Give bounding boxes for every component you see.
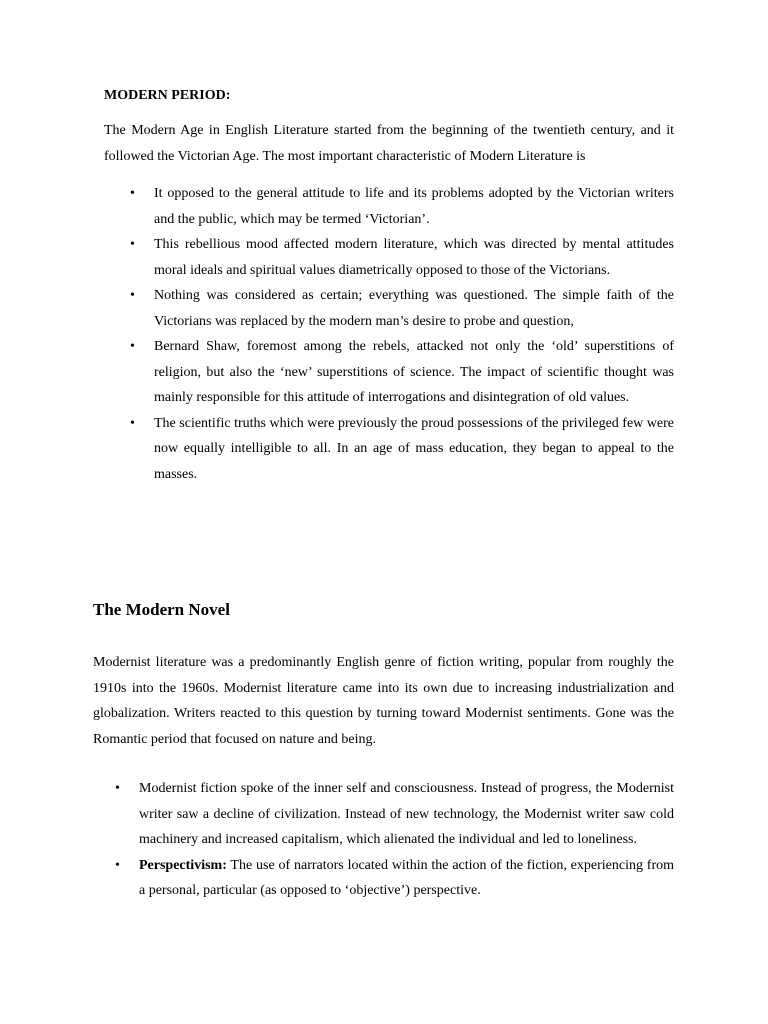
bullet-icon: • (130, 186, 135, 201)
characteristics-list (104, 181, 674, 487)
bullet-icon: • (115, 857, 120, 873)
bullet-icon: • (130, 339, 135, 354)
list-item-text: The scientific truths which were previously the proud possessions of the privileged few were now equally intelligible to all. In an age of mass education, they began to appeal to the masses. (154, 415, 674, 482)
modernist-features-list (93, 776, 674, 904)
list-item (93, 776, 674, 853)
bullet-icon: • (130, 237, 135, 252)
list-item-text: The use of narrators located within the action of the fiction, experiencing from a personal, particular (as opposed to ‘objective’) perspective. (139, 857, 674, 898)
list-item-lead: Perspectivism: (139, 857, 227, 873)
modern-novel-section (93, 650, 674, 904)
list-item (104, 232, 674, 283)
bullet-icon: • (130, 288, 135, 303)
list-item (93, 853, 674, 904)
list-item-text: Modernist fiction spoke of the inner self and consciousness. Instead of progress, the Modernist writer saw a decline of civilization. Instead of new technology, the Modernist writer saw cold machinery and increased capitalism, which alienated the individual and led to loneliness. (139, 781, 674, 847)
modern-period-section (104, 86, 674, 487)
bullet-icon: • (130, 415, 135, 431)
list-item (104, 411, 674, 488)
list-item (104, 181, 674, 232)
list-item-text: This rebellious mood affected modern literature, which was directed by mental attitudes moral ideals and spiritual values diametrically opposed to those of the Victorians. (154, 237, 674, 278)
list-item-text: It opposed to the general attitude to life and its problems adopted by the Victorian writers and the public, which may be termed ‘Victorian’. (154, 186, 674, 227)
section-heading: MODERN PERIOD: (104, 88, 231, 103)
list-item (104, 283, 674, 334)
modern-novel-title: The Modern Novel (93, 600, 230, 619)
list-item-text: Nothing was considered as certain; everything was questioned. The simple faith of the Victorians was replaced by the modern man’s desire to probe and question, (154, 288, 674, 329)
list-item-text: Bernard Shaw, foremost among the rebels, attacked not only the ‘old’ superstitions of religion, but also the ‘new’ superstitions of science. The impact of scientific thought was mainly responsible for this attitude of interrogations and disintegration of old values. (154, 339, 674, 405)
intro-paragraph: The Modern Age in English Literature started from the beginning of the twentieth century, and it followed the Victorian Age. The most important characteristic of Modern Literature is (104, 123, 674, 164)
bullet-icon: • (115, 781, 120, 796)
list-item (104, 334, 674, 411)
intro-paragraph: Modernist literature was a predominantly English genre of fiction writing, popular from roughly the 1910s into the 1960s. Modernist literature came into its own due to increasing industrialization and globalization. Writers reacted to this question by turning toward Modernist sentiments. Gone was the Romantic period that focused on nature and being. (93, 655, 674, 747)
